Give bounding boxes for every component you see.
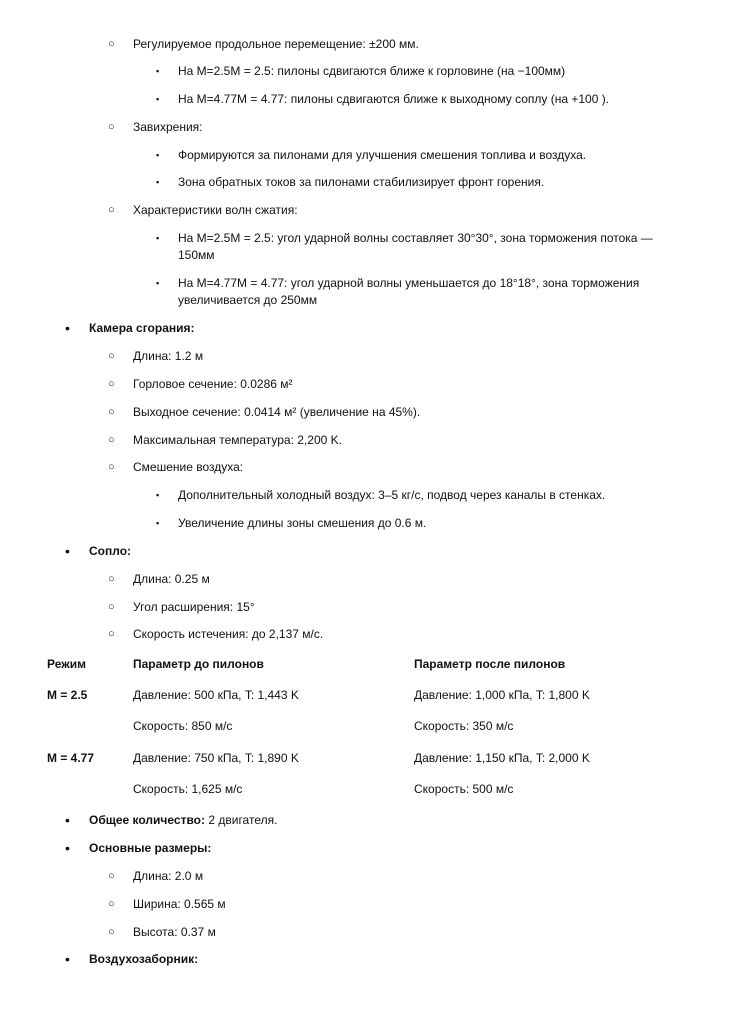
list-marker-circle: ○ [108,38,115,50]
list-marker-circle: ○ [108,601,115,613]
section-heading-dimensions: Основные размеры: [89,841,212,855]
list-marker-dot: • [65,951,70,967]
list-item: На M=4.77M = 4.77: пилоны сдвигаются ближе к выходному соплу (на +100 ). [178,92,610,106]
list-item: Формируются за пилонами для улучшения смешения топлива и воздуха. [178,148,587,162]
list-marker-circle: ○ [108,926,115,938]
table-cell-after: Давление: 1,000 кПа, T: 1,800 K [414,688,590,702]
table-cell-before: Давление: 500 кПа, T: 1,443 K [133,688,299,702]
list-marker-circle: ○ [108,898,115,910]
list-item: Высота: 0.37 м [133,925,216,939]
list-item: Характеристики волн сжатия: [133,203,298,217]
list-item: Скорость истечения: до 2,137 м/с. [133,627,324,641]
list-item: Смешение воздуха: [133,460,244,474]
list-item: Длина: 2.0 м [133,869,204,883]
list-item: Выходное сечение: 0.0414 м² (увеличение на 45%). [133,405,421,419]
table-cell-mode: M = 4.77 [47,751,95,765]
list-item: На M=4.77M = 4.77: угол ударной волны уменьшается до 18°18°, зона торможения [178,276,640,290]
list-marker-circle: ○ [108,434,115,446]
list-item: Горловое сечение: 0.0286 м² [133,377,293,391]
table-header-after: Параметр после пилонов [414,657,566,671]
list-item: На M=2.5M = 2.5: угол ударной волны составляет 30°30°, зона торможения потока — [178,231,653,245]
list-item: Ширина: 0.565 м [133,897,226,911]
section-heading-chamber: Камера сгорания: [89,321,195,335]
list-marker-circle: ○ [108,204,115,216]
table-cell-after: Скорость: 500 м/с [414,782,514,796]
table-cell-before: Давление: 750 кПа, T: 1,890 K [133,751,299,765]
list-item: Длина: 1.2 м [133,349,204,363]
list-marker-square: ▪ [156,94,160,104]
list-marker-square: ▪ [156,518,160,528]
list-marker-square: ▪ [156,177,160,187]
table-header-before: Параметр до пилонов [133,657,264,671]
list-marker-square: ▪ [156,278,160,288]
list-marker-circle: ○ [108,461,115,473]
list-item: Максимальная температура: 2,200 K. [133,433,342,447]
list-marker-square: ▪ [156,150,160,160]
list-marker-circle: ○ [108,573,115,585]
list-item: Увеличение длины зоны смешения до 0.6 м. [178,516,427,530]
list-item-continuation: увеличивается до 250мм [178,293,318,307]
table-cell-after: Давление: 1,150 кПа, T: 2,000 K [414,751,590,765]
table-header-mode: Режим [47,657,86,671]
list-marker-dot: • [65,840,70,856]
list-marker-dot: • [65,812,70,828]
section-heading-inlet: Воздухозаборник: [89,952,199,966]
list-item: Завихрения: [133,120,203,134]
list-marker-circle: ○ [108,870,115,882]
list-marker-circle: ○ [108,121,115,133]
list-item: Угол расширения: 15° [133,600,255,614]
list-marker-circle: ○ [108,350,115,362]
engines-count-label: Общее количество: [89,813,206,827]
list-item: Дополнительный холодный воздух: 3–5 кг/с, подвод через каналы в стенках. [178,488,606,502]
table-cell-after: Скорость: 350 м/с [414,719,514,733]
list-marker-square: ▪ [156,490,160,500]
list-marker-square: ▪ [156,66,160,76]
table-cell-before: Скорость: 1,625 м/с [133,782,243,796]
list-marker-dot: • [65,320,70,336]
engines-count-value: 2 двигателя. [205,813,278,827]
list-item: Регулируемое продольное перемещение: ±200 мм. [133,37,419,51]
list-marker-dot: • [65,543,70,559]
section-heading-nozzle: Сопло: [89,544,132,558]
list-marker-circle: ○ [108,406,115,418]
list-marker-circle: ○ [108,378,115,390]
list-item-continuation: 150мм [178,248,215,262]
table-cell-before: Скорость: 850 м/с [133,719,233,733]
list-item: Зона обратных токов за пилонами стабилизирует фронт горения. [178,175,545,189]
table-cell-mode: M = 2.5 [47,688,88,702]
engines-count [89,812,277,828]
list-item: На M=2.5M = 2.5: пилоны сдвигаются ближе к горловине (на −100мм) [178,64,566,78]
list-marker-circle: ○ [108,628,115,640]
list-item: Длина: 0.25 м [133,572,210,586]
list-marker-square: ▪ [156,233,160,243]
